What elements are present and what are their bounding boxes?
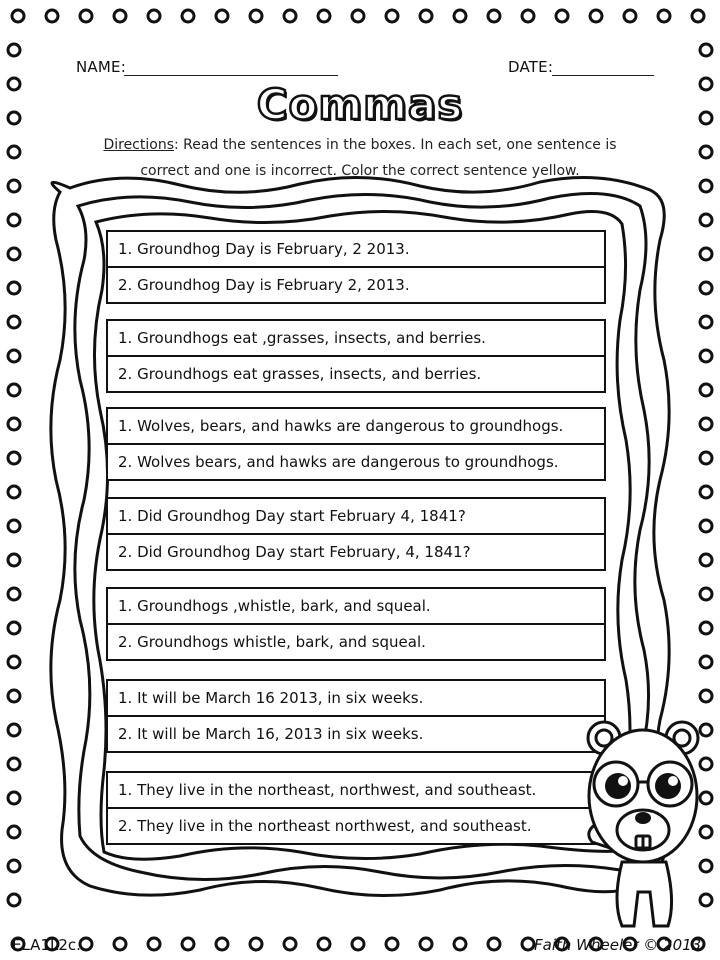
- border-ring: [386, 10, 398, 22]
- sentence-option[interactable]: 2. They live in the northeast northwest, and southeast.: [108, 807, 604, 843]
- border-ring: [250, 938, 262, 950]
- border-ring: [590, 10, 602, 22]
- sentence-option[interactable]: 1. Groundhog Day is February, 2 2013.: [118, 240, 410, 258]
- name-field[interactable]: [124, 75, 338, 76]
- border-ring: [318, 10, 330, 22]
- border-ring: [700, 350, 712, 362]
- border-ring: [386, 938, 398, 950]
- border-ring: [8, 656, 20, 668]
- name-label: NAME:: [76, 58, 126, 76]
- border-ring: [700, 690, 712, 702]
- sentence-set-3: [106, 407, 606, 481]
- border-ring: [700, 554, 712, 566]
- directions-line-1: : Read the sentences in the boxes. In each set, one sentence is: [174, 137, 617, 153]
- border-ring: [182, 10, 194, 22]
- directions-label: Directions: [103, 137, 174, 153]
- border-ring: [700, 452, 712, 464]
- border-ring: [420, 938, 432, 950]
- border-ring: [700, 418, 712, 430]
- sentence-option[interactable]: 2. Wolves bears, and hawks are dangerous to groundhogs.: [108, 443, 604, 479]
- border-ring: [284, 10, 296, 22]
- border-ring: [46, 10, 58, 22]
- sentence-set-1: [106, 230, 606, 304]
- border-ring: [8, 248, 20, 260]
- border-ring: [488, 938, 500, 950]
- border-ring: [700, 622, 712, 634]
- border-ring: [8, 316, 20, 328]
- border-ring: [488, 10, 500, 22]
- sentence-set-4: [106, 497, 606, 571]
- border-ring: [8, 860, 20, 872]
- border-ring: [114, 10, 126, 22]
- sentence-option[interactable]: 1. Groundhogs eat ,grasses, insects, and berries.: [118, 329, 486, 347]
- border-ring: [148, 938, 160, 950]
- border-ring: [318, 938, 330, 950]
- sentence-set-2: [106, 319, 606, 393]
- border-ring: [216, 10, 228, 22]
- border-ring: [8, 792, 20, 804]
- border-ring: [522, 938, 534, 950]
- sentence-option[interactable]: 1. Wolves, bears, and hawks are dangerous to groundhogs.: [118, 417, 564, 435]
- border-ring: [8, 180, 20, 192]
- border-ring: [8, 146, 20, 158]
- border-ring: [352, 938, 364, 950]
- sentence-option[interactable]: 2. It will be March 16, 2013 in six weeks.: [108, 715, 604, 751]
- sentence-option[interactable]: 1. They live in the northeast, northwest, and southeast.: [118, 781, 537, 799]
- border-ring: [80, 10, 92, 22]
- page-title: Commas: [256, 80, 464, 129]
- border-ring: [8, 44, 20, 56]
- border-ring: [700, 248, 712, 260]
- border-ring: [700, 146, 712, 158]
- sentence-option[interactable]: 2. Groundhogs eat grasses, insects, and berries.: [108, 355, 604, 391]
- border-ring: [692, 10, 704, 22]
- border-ring: [8, 282, 20, 294]
- directions: [80, 132, 640, 184]
- border-ring: [284, 938, 296, 950]
- border-ring: [700, 214, 712, 226]
- border-ring: [700, 486, 712, 498]
- sentence-set-6: [106, 679, 606, 753]
- border-ring: [700, 588, 712, 600]
- sentence-option[interactable]: 2. Did Groundhog Day start February, 4, 1841?: [108, 533, 604, 569]
- border-ring: [454, 938, 466, 950]
- sentence-set-5: [106, 587, 606, 661]
- sentence-option[interactable]: 1. It will be March 16 2013, in six weeks.: [118, 689, 424, 707]
- border-ring: [8, 826, 20, 838]
- standard-code: ELA1L2c.: [12, 936, 81, 954]
- border-ring: [420, 10, 432, 22]
- border-ring: [556, 10, 568, 22]
- border-ring: [8, 724, 20, 736]
- author-credit: Faith Wheeler © 2013: [534, 936, 702, 954]
- border-ring: [8, 894, 20, 906]
- border-ring: [700, 316, 712, 328]
- sentence-set-7: [106, 771, 606, 845]
- border-ring: [8, 758, 20, 770]
- border-ring: [700, 180, 712, 192]
- border-ring: [80, 938, 92, 950]
- border-ring: [700, 384, 712, 396]
- border-ring: [8, 486, 20, 498]
- border-ring: [8, 418, 20, 430]
- sentence-option[interactable]: 1. Groundhogs ,whistle, bark, and squeal.: [118, 597, 431, 615]
- border-ring: [8, 520, 20, 532]
- border-ring: [8, 350, 20, 362]
- border-ring: [658, 10, 670, 22]
- sentence-option[interactable]: 2. Groundhogs whistle, bark, and squeal.: [108, 623, 604, 659]
- border-ring: [114, 938, 126, 950]
- sentence-option[interactable]: 1. Did Groundhog Day start February 4, 1841?: [118, 507, 466, 525]
- border-ring: [700, 520, 712, 532]
- sentence-option[interactable]: 2. Groundhog Day is February 2, 2013.: [108, 266, 604, 302]
- border-ring: [8, 622, 20, 634]
- border-ring: [8, 452, 20, 464]
- border-ring: [522, 10, 534, 22]
- border-ring: [700, 656, 712, 668]
- date-field[interactable]: [552, 75, 654, 76]
- directions-line-2: correct and one is incorrect. Color the correct sentence yellow.: [140, 163, 580, 179]
- border-ring: [700, 44, 712, 56]
- border-ring: [454, 10, 466, 22]
- border-ring: [8, 554, 20, 566]
- border-ring: [250, 10, 262, 22]
- date-label: DATE:: [508, 58, 554, 76]
- border-ring: [352, 10, 364, 22]
- border-ring: [8, 214, 20, 226]
- border-ring: [624, 10, 636, 22]
- border-ring: [182, 938, 194, 950]
- border-ring: [8, 384, 20, 396]
- border-ring: [700, 282, 712, 294]
- border-ring: [12, 10, 24, 22]
- border-ring: [216, 938, 228, 950]
- border-ring: [8, 690, 20, 702]
- border-ring: [8, 588, 20, 600]
- border-ring: [148, 10, 160, 22]
- groundhog-illustration: [582, 712, 707, 938]
